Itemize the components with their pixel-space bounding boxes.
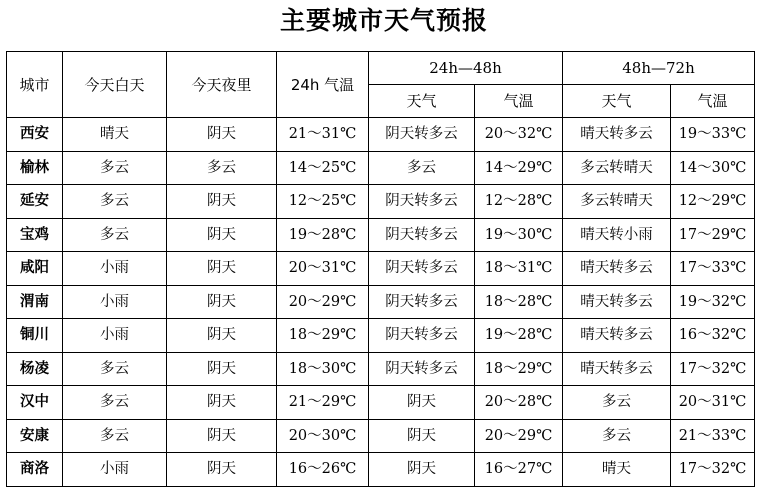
cell-temp-72h: 19～32℃ [671,285,755,319]
cell-today-day: 小雨 [63,252,167,286]
cell-weather-48h: 阴天转多云 [369,218,475,252]
cell-today-day: 多云 [63,185,167,219]
header-group-48-72h: 48h—72h [563,52,755,85]
cell-today-night: 阴天 [167,118,277,152]
cell-today-day: 多云 [63,218,167,252]
cell-weather-72h: 多云 [563,386,671,420]
cell-city: 延安 [7,185,63,219]
cell-temp-48h: 16～27℃ [475,453,563,487]
cell-temp-48h: 20～32℃ [475,118,563,152]
cell-weather-48h: 阴天转多云 [369,185,475,219]
cell-temp-72h: 12～29℃ [671,185,755,219]
cell-today-day: 多云 [63,419,167,453]
cell-today-night: 阴天 [167,218,277,252]
cell-today-day: 小雨 [63,319,167,353]
cell-today-night: 阴天 [167,352,277,386]
header-row-top [7,52,755,85]
cell-temp-72h: 20～31℃ [671,386,755,420]
cell-weather-72h: 晴天转多云 [563,252,671,286]
header-city: 城市 [7,52,63,118]
cell-weather-48h: 阴天转多云 [369,319,475,353]
cell-today-day: 多云 [63,386,167,420]
cell-weather-72h: 多云转晴天 [563,151,671,185]
cell-today-night: 阴天 [167,285,277,319]
cell-weather-48h: 阴天 [369,386,475,420]
cell-city: 商洛 [7,453,63,487]
cell-today-day: 晴天 [63,118,167,152]
cell-temp-48h: 14～29℃ [475,151,563,185]
cell-temp-24h: 21～29℃ [277,386,369,420]
cell-city: 安康 [7,419,63,453]
cell-temp-48h: 18～29℃ [475,352,563,386]
cell-weather-72h: 多云 [563,419,671,453]
cell-weather-72h: 晴天转多云 [563,319,671,353]
cell-city: 汉中 [7,386,63,420]
cell-city: 铜川 [7,319,63,353]
cell-today-day: 多云 [63,151,167,185]
cell-temp-48h: 20～29℃ [475,419,563,453]
page-title: 主要城市天气预报 [279,6,488,35]
cell-today-night: 阴天 [167,319,277,353]
cell-temp-48h: 20～28℃ [475,386,563,420]
table-row [7,386,755,420]
cell-weather-48h: 阴天 [369,453,475,487]
header-temp-24h: 24h 气温 [277,52,369,118]
cell-weather-48h: 阴天转多云 [369,285,475,319]
cell-temp-24h: 19～28℃ [277,218,369,252]
cell-city: 咸阳 [7,252,63,286]
cell-temp-72h: 14～30℃ [671,151,755,185]
cell-weather-72h: 晴天转多云 [563,285,671,319]
header-weather-72h: 天气 [563,85,671,118]
cell-weather-72h: 晴天转小雨 [563,218,671,252]
cell-weather-72h: 晴天转多云 [563,118,671,152]
table-row [7,118,755,152]
cell-temp-48h: 18～31℃ [475,252,563,286]
cell-temp-24h: 16～26℃ [277,453,369,487]
cell-weather-48h: 多云 [369,151,475,185]
table-row [7,151,755,185]
forecast-table [6,51,755,487]
cell-temp-24h: 20～31℃ [277,252,369,286]
table-row [7,185,755,219]
cell-temp-72h: 17～32℃ [671,352,755,386]
cell-temp-72h: 16～32℃ [671,319,755,353]
cell-city: 榆林 [7,151,63,185]
header-temp-72h: 气温 [671,85,755,118]
cell-temp-24h: 21～31℃ [277,118,369,152]
cell-temp-48h: 18～28℃ [475,285,563,319]
cell-city: 西安 [7,118,63,152]
cell-today-night: 阴天 [167,252,277,286]
header-weather-48h: 天气 [369,85,475,118]
cell-temp-24h: 18～30℃ [277,352,369,386]
cell-temp-24h: 12～25℃ [277,185,369,219]
cell-temp-48h: 19～28℃ [475,319,563,353]
table-row [7,419,755,453]
cell-city: 渭南 [7,285,63,319]
cell-temp-24h: 14～25℃ [277,151,369,185]
cell-weather-48h: 阴天转多云 [369,118,475,152]
cell-city: 宝鸡 [7,218,63,252]
header-group-24-48h: 24h—48h [369,52,563,85]
cell-today-day: 小雨 [63,453,167,487]
table-row [7,453,755,487]
header-temp-48h: 气温 [475,85,563,118]
table-row [7,218,755,252]
cell-temp-72h: 17～33℃ [671,252,755,286]
table-row [7,285,755,319]
cell-today-day: 多云 [63,352,167,386]
cell-weather-48h: 阴天转多云 [369,252,475,286]
table-row [7,352,755,386]
cell-temp-72h: 21～33℃ [671,419,755,453]
cell-today-night: 阴天 [167,419,277,453]
cell-today-night: 多云 [167,151,277,185]
cell-temp-48h: 19～30℃ [475,218,563,252]
cell-weather-72h: 晴天 [563,453,671,487]
cell-temp-48h: 12～28℃ [475,185,563,219]
cell-temp-72h: 17～32℃ [671,453,755,487]
table-row [7,252,755,286]
cell-weather-48h: 阴天 [369,419,475,453]
cell-temp-72h: 19～33℃ [671,118,755,152]
cell-today-day: 小雨 [63,285,167,319]
table-row [7,319,755,353]
cell-weather-72h: 多云转晴天 [563,185,671,219]
cell-today-night: 阴天 [167,386,277,420]
cell-today-night: 阴天 [167,453,277,487]
cell-temp-24h: 20～30℃ [277,419,369,453]
header-today-day: 今天白天 [63,52,167,118]
cell-weather-48h: 阴天转多云 [369,352,475,386]
cell-temp-72h: 17～29℃ [671,218,755,252]
forecast-body [7,118,755,487]
cell-temp-24h: 18～29℃ [277,319,369,353]
cell-weather-72h: 晴天转多云 [563,352,671,386]
cell-temp-24h: 20～29℃ [277,285,369,319]
cell-today-night: 阴天 [167,185,277,219]
header-today-night: 今天夜里 [167,52,277,118]
cell-city: 杨凌 [7,352,63,386]
